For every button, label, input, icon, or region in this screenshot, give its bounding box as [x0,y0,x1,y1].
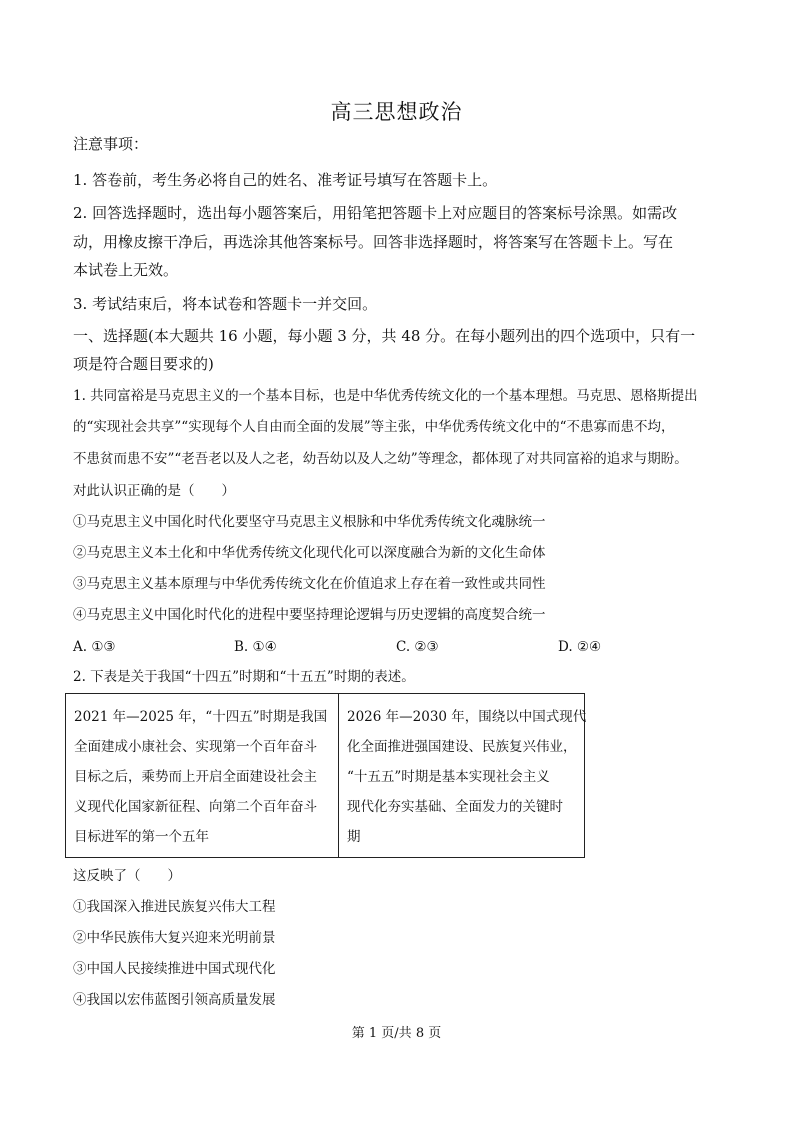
question-1-line-1: 1. 共同富裕是马克思主义的一个基本目标，也是中华优秀传统文化的一个基本理想。马克思、恩格斯提出 [73,388,698,404]
notice-heading: 注意事项： [73,135,149,153]
notice-item-2-line-2: 动，用橡皮擦干净后，再选涂其他答案标号。回答非选择题时，将答案写在答题卡上。写在 [73,233,674,251]
table-cell-line: 期 [347,829,361,845]
page-title: 高三思想政治 [330,100,463,124]
notice-item-1: 1. 答卷前，考生务必将自己的姓名、准考证号填写在答题卡上。 [73,171,498,189]
table-cell-line: 目标进军的第一个五年 [74,829,209,845]
question-1-option-b: B. ①④ [234,639,277,655]
question-1-statement-3: ③马克思主义基本原理与中华优秀传统文化在价值追求上存在着一致性或共同性 [73,576,546,592]
question-1-option-d: D. ②④ [558,639,602,655]
table-cell-right [339,694,585,858]
table-cell-line: 化全面推进强国建设、民族复兴伟业， [347,739,577,755]
table-cell-line: 义现代化国家新征程、向第二个百年奋斗 [74,799,317,815]
table-cell-line: 全面建成小康社会、实现第一个百年奋斗 [74,739,317,755]
question-1-line-4: 对此认识正确的是（ ） [73,483,235,499]
table-cell-line: 目标之后，乘势而上开启全面建设社会主 [74,769,317,785]
notice-item-2-line-3: 本试卷上无效。 [73,261,179,279]
table-cell-line: 2021 年—2025 年，“十四五”时期是我国 [74,709,328,725]
table-cell-left [66,694,339,858]
question-1-option-c: C. ②③ [396,639,439,655]
question-2-statement-2: ②中华民族伟大复兴迎来光明前景 [73,930,276,946]
section-1-heading-line-1: 一、选择题(本大题共 16 小题，每小题 3 分，共 48 分。在每小题列出的四个选项中，只有一 [73,327,696,345]
question-1-line-3: 不患贫而患不安”“老吾老以及人之老，幼吾幼以及人之幼”等理念，都体现了对共同富裕的追求与期盼。 [73,451,688,467]
table-cell-line: “十五五”时期是基本实现社会主义 [347,769,550,785]
page-footer: 第 1 页/共 8 页 [351,1026,442,1041]
question-2-stem: 这反映了（ ） [73,868,181,884]
section-1-heading-line-2: 项是符合题目要求的) [73,355,214,373]
question-1-statement-4: ④马克思主义中国化时代化的进程中要坚持理论逻辑与历史逻辑的高度契合统一 [73,607,546,623]
question-1-statement-2: ②马克思主义本土化和中华优秀传统文化现代化可以深度融合为新的文化生命体 [73,545,546,561]
question-1-option-a: A. ①③ [73,639,116,655]
question-1-statement-1: ①马克思主义中国化时代化要坚守马克思主义根脉和中华优秀传统文化魂脉统一 [73,514,546,530]
table-cell-line: 2026 年—2030 年，围绕以中国式现代 [347,709,587,725]
question-2-statement-3: ③中国人民接续推进中国式现代化 [73,961,276,977]
question-1-line-2: 的“实现社会共享”“实现每个人自由而全面的发展”等主张，中华优秀传统文化中的“不患寡而患不均， [73,419,675,435]
notice-item-2-line-1: 2. 回答选择题时，选出每小题答案后，用铅笔把答题卡上对应题目的答案标号涂黑。如需改 [73,204,678,222]
table-cell-line: 现代化夯实基础、全面发力的关键时 [347,799,563,815]
table-row [66,694,585,858]
question-2-statement-4: ④我国以宏伟蓝图引领高质量发展 [73,992,276,1008]
question-2-intro: 2. 下表是关于我国“十四五”时期和“十五五”时期的表述。 [73,669,415,685]
notice-item-3: 3. 考试结束后，将本试卷和答题卡一并交回。 [73,295,378,313]
question-2-table [65,693,585,858]
question-2-statement-1: ①我国深入推进民族复兴伟大工程 [73,899,276,915]
